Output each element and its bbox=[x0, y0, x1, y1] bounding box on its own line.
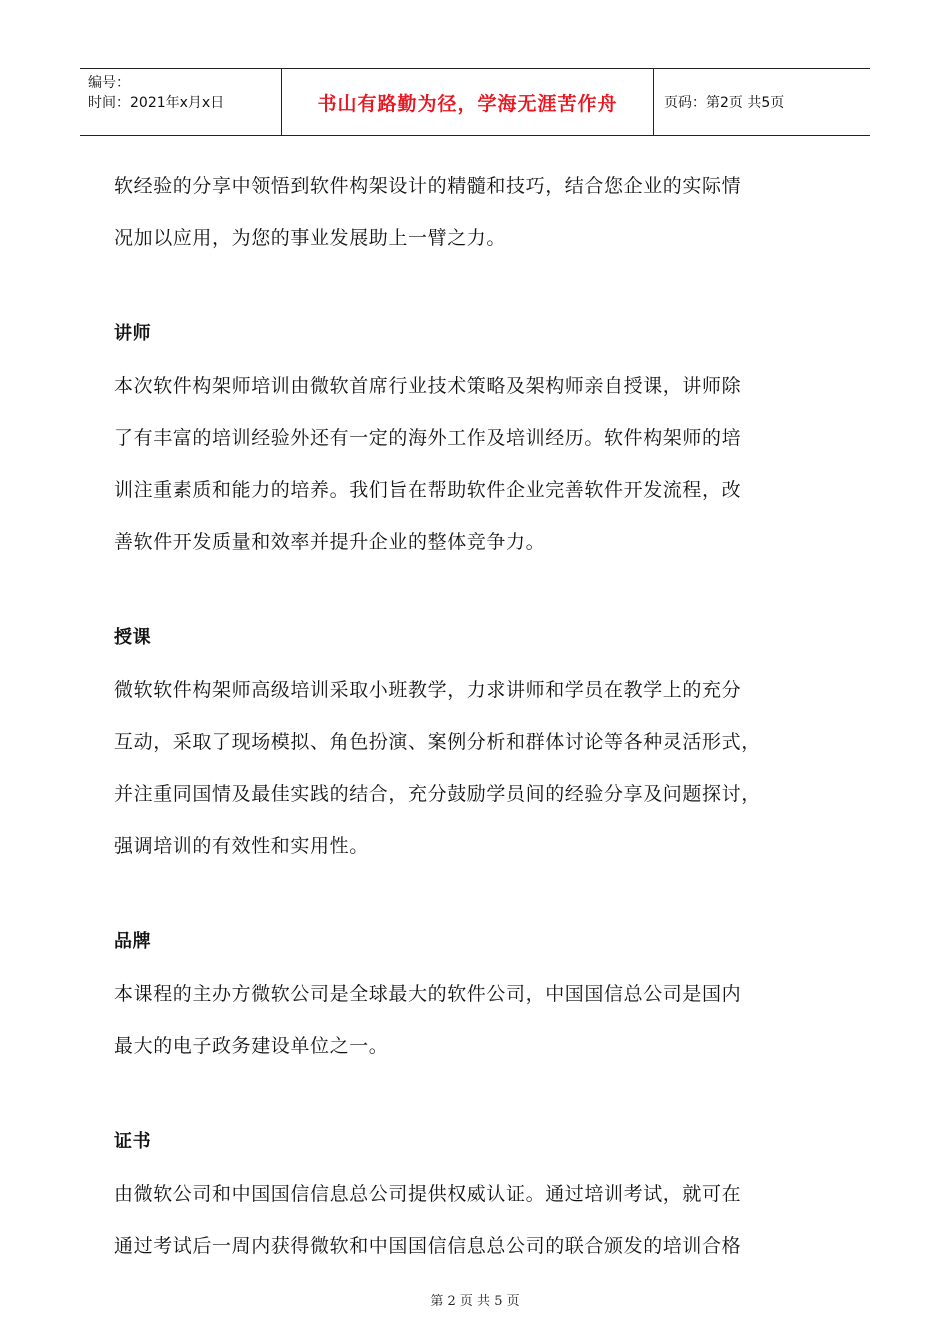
section-heading-certificate: 证书 bbox=[114, 1131, 152, 1152]
document-body bbox=[114, 160, 854, 1272]
page-footer: 第 2 页 共 5 页 bbox=[430, 1294, 520, 1309]
section-line: 本课程的主办方微软公司是全球最大的软件公司，中国国信总公司是国内 bbox=[114, 983, 742, 1005]
intro-line: 况加以应用，为您的事业发展助上一臂之力。 bbox=[114, 227, 507, 249]
section-line: 由微软公司和中国国信信息总公司提供权威认证。通过培训考试，就可在 bbox=[114, 1183, 742, 1205]
section-line: 了有丰富的培训经验外还有一定的海外工作及培训经历。软件构架师的培 bbox=[114, 427, 742, 449]
header-meta bbox=[80, 69, 282, 135]
section-heading-brand: 品牌 bbox=[114, 931, 152, 952]
section-line: 互动，采取了现场模拟、角色扮演、案例分析和群体讨论等各种灵活形式， bbox=[114, 731, 761, 753]
section-line: 并注重同国情及最佳实践的结合，充分鼓励学员间的经验分享及问题探讨， bbox=[114, 783, 761, 805]
number-label: 编号： bbox=[88, 75, 130, 91]
section-line: 强调培训的有效性和实用性。 bbox=[114, 835, 369, 857]
section-line: 本次软件构架师培训由微软首席行业技术策略及架构师亲自授课，讲师除 bbox=[114, 375, 742, 397]
section-line: 通过考试后一周内获得微软和中国国信信息总公司的联合颁发的培训合格 bbox=[114, 1235, 742, 1257]
page-header bbox=[80, 68, 870, 136]
header-page-info: 页码：第2页 共5页 bbox=[664, 95, 785, 111]
section-line: 训注重素质和能力的培养。我们旨在帮助软件企业完善软件开发流程，改 bbox=[114, 479, 742, 501]
section-line: 最大的电子政务建设单位之一。 bbox=[114, 1035, 389, 1057]
section-heading-lecturer: 讲师 bbox=[114, 323, 152, 344]
section-line: 善软件开发质量和效率并提升企业的整体竞争力。 bbox=[114, 531, 546, 553]
intro-line: 软经验的分享中领悟到软件构架设计的精髓和技巧，结合您企业的实际情 bbox=[114, 175, 742, 197]
time-label: 时间：2021年x月x日 bbox=[88, 95, 225, 111]
header-motto: 书山有路勤为径，学海无涯苦作舟 bbox=[282, 69, 654, 135]
section-heading-teaching: 授课 bbox=[114, 627, 152, 648]
section-line: 微软软件构架师高级培训采取小班教学，力求讲师和学员在教学上的充分 bbox=[114, 679, 742, 701]
